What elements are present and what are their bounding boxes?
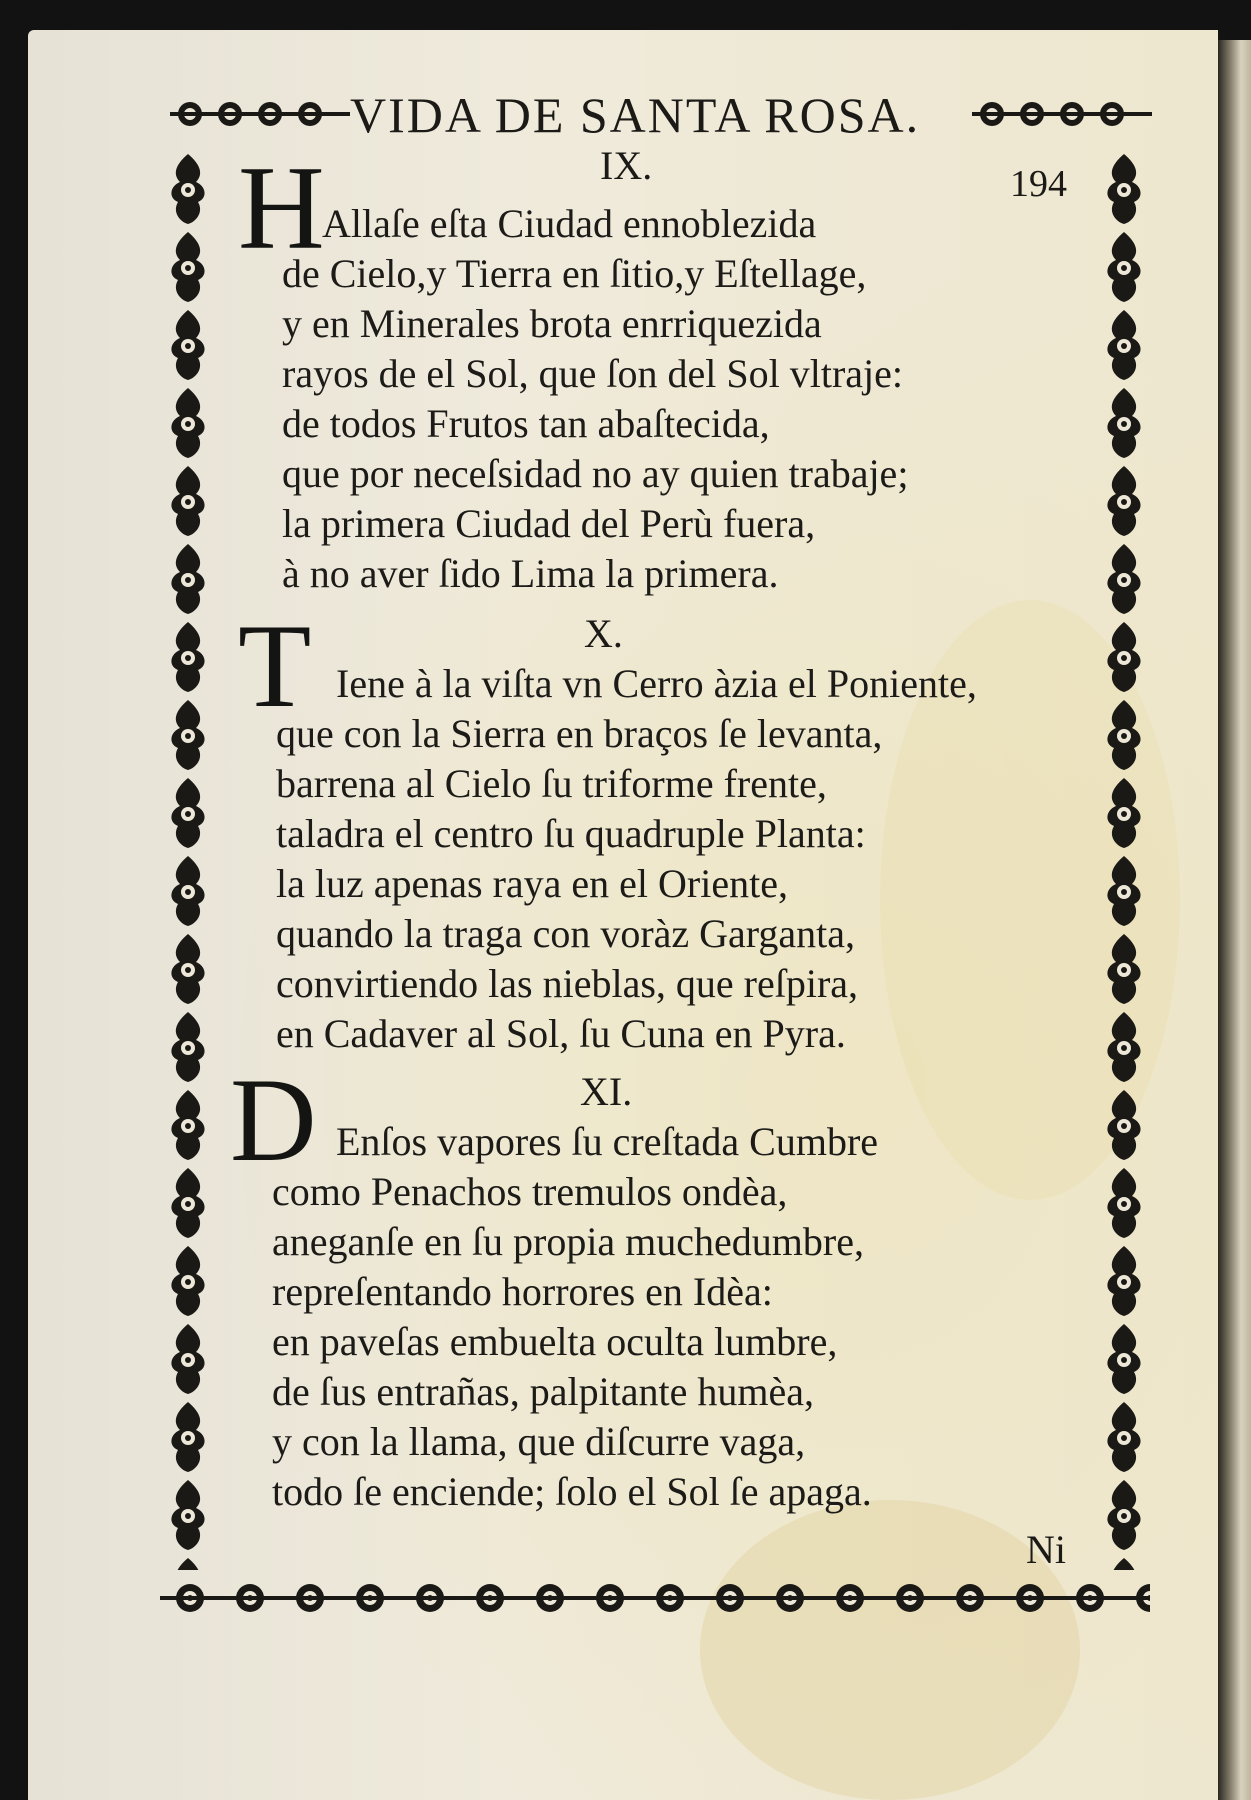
verse-line: Enſos vapores ſu creſtada Cumbre	[336, 1119, 879, 1164]
verse-line: de Cielo,y Tierra en ſitio,y Eſtellage,	[282, 251, 867, 296]
verse-line: à no aver ſido Lima la primera.	[282, 551, 779, 596]
verse-line: de ſus entrañas, palpitante humèa,	[272, 1369, 815, 1414]
verse-line: de todos Frutos tan abaſtecida,	[282, 401, 770, 446]
ornament-border-right	[1096, 150, 1152, 1570]
verse-line: aneganſe en ſu propia muchedumbre,	[272, 1219, 864, 1264]
ornament-border-left	[160, 150, 216, 1570]
verse-line: como Penachos tremulos ondèa,	[272, 1169, 788, 1214]
verse-line: y con la llama, que diſcurre vaga,	[272, 1419, 806, 1464]
ornament-border-top-right	[972, 94, 1152, 134]
stanza-number: XI.	[580, 1069, 633, 1114]
verse-line: Allaſe eſta Ciudad ennoblezida	[322, 201, 817, 246]
running-head: VIDA DE SANTA ROSA.	[350, 87, 921, 143]
drop-cap: T	[238, 599, 312, 732]
verse-line: en paveſas embuelta oculta lumbre,	[272, 1319, 838, 1364]
verse-line: la luz apenas raya en el Oriente,	[276, 861, 788, 906]
drop-cap: D	[230, 1053, 317, 1186]
stanza-number: X.	[584, 611, 623, 656]
verse-line: que con la Sierra en braços ſe levanta,	[276, 711, 883, 756]
verse-line: barrena al Cielo ſu triforme frente,	[276, 761, 827, 806]
ornament-border-top-left	[170, 94, 350, 134]
facing-page-edge	[1218, 40, 1251, 1800]
stanza-number: IX.	[600, 143, 653, 188]
verse-line: quando la traga con voràz Garganta,	[276, 911, 856, 956]
verse-line: todo ſe enciende; ſolo el Sol ſe apaga.	[272, 1469, 872, 1514]
verse-line: taladra el centro ſu quadruple Planta:	[276, 811, 866, 856]
verse-line: convirtiendo las nieblas, que reſpira,	[276, 961, 859, 1006]
verse-line: repreſentando horrores en Idèa:	[272, 1269, 773, 1314]
water-stain	[700, 1500, 1080, 1800]
verse-line: Iene à la viſta vn Cerro àzia el Poniente,	[336, 661, 977, 706]
drop-cap: H	[238, 141, 325, 274]
verse-line: en Cadaver al Sol, ſu Cuna en Pyra.	[276, 1011, 846, 1056]
catchword: Ni	[1026, 1527, 1066, 1572]
verse-line: que por neceſsidad no ay quien trabaje;	[282, 451, 909, 496]
page-number: 194	[1010, 163, 1067, 205]
verse-line: la primera Ciudad del Perù fuera,	[282, 501, 816, 546]
ornament-border-bottom	[160, 1578, 1150, 1618]
verse-line: rayos de el Sol, que ſon del Sol vltraje:	[282, 351, 903, 396]
verse-line: y en Minerales brota enrriquezida	[282, 301, 822, 346]
